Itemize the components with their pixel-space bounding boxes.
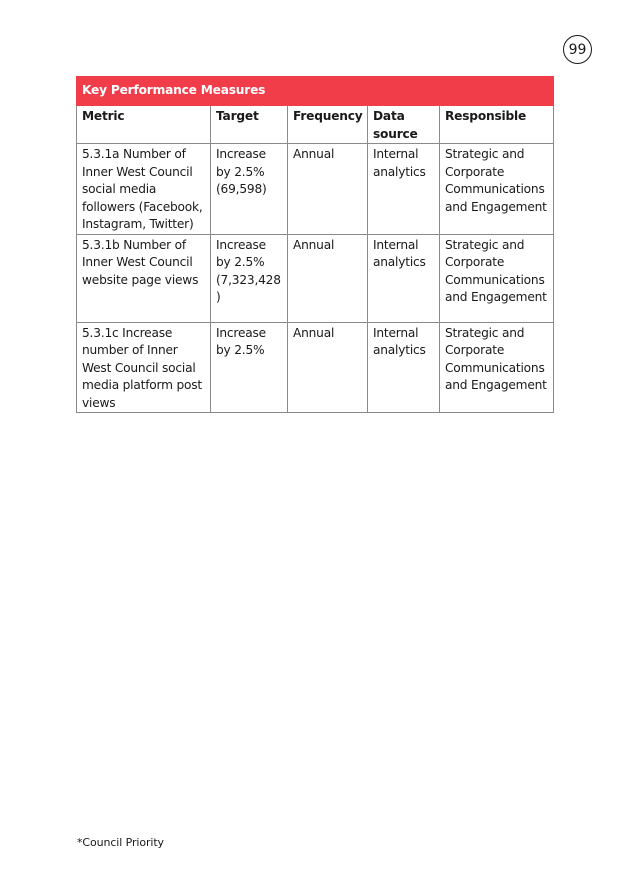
cell-frequency: Annual [288, 144, 368, 235]
table-row [77, 234, 554, 322]
cell-responsible: Strategic and Corporate Communications and Engagement [440, 322, 554, 413]
cell-metric: 5.3.1a Number of Inner West Council social media followers (Facebook, Instagram, Twitter) [77, 144, 211, 235]
table-title: Key Performance Measures [77, 77, 554, 106]
header-metric: Metric [77, 106, 211, 144]
header-responsible: Responsible [440, 106, 554, 144]
footnote-council-priority: *Council Priority [77, 836, 164, 849]
cell-target: Increase by 2.5% [211, 322, 288, 413]
cell-data-source: Internal analytics [368, 234, 440, 322]
cell-metric: 5.3.1b Number of Inner West Council website page views [77, 234, 211, 322]
cell-frequency: Annual [288, 322, 368, 413]
key-performance-measures-table [76, 76, 554, 413]
header-frequency: Frequency [288, 106, 368, 144]
table-row [77, 144, 554, 235]
table-row [77, 322, 554, 413]
cell-responsible: Strategic and Corporate Communications and Engagement [440, 144, 554, 235]
cell-data-source: Internal analytics [368, 322, 440, 413]
cell-metric: 5.3.1c Increase number of Inner West Council social media platform post views [77, 322, 211, 413]
page-number-badge [563, 35, 592, 64]
header-data-source: Data source [368, 106, 440, 144]
page-number: 99 [568, 41, 587, 58]
cell-data-source: Internal analytics [368, 144, 440, 235]
cell-responsible: Strategic and Corporate Communications and Engagement [440, 234, 554, 322]
table-header-row [77, 106, 554, 144]
cell-target: Increase by 2.5% (69,598) [211, 144, 288, 235]
table-title-row [77, 77, 554, 106]
cell-target: Increase by 2.5% (7,323,428) [211, 234, 288, 322]
header-target: Target [211, 106, 288, 144]
cell-frequency: Annual [288, 234, 368, 322]
